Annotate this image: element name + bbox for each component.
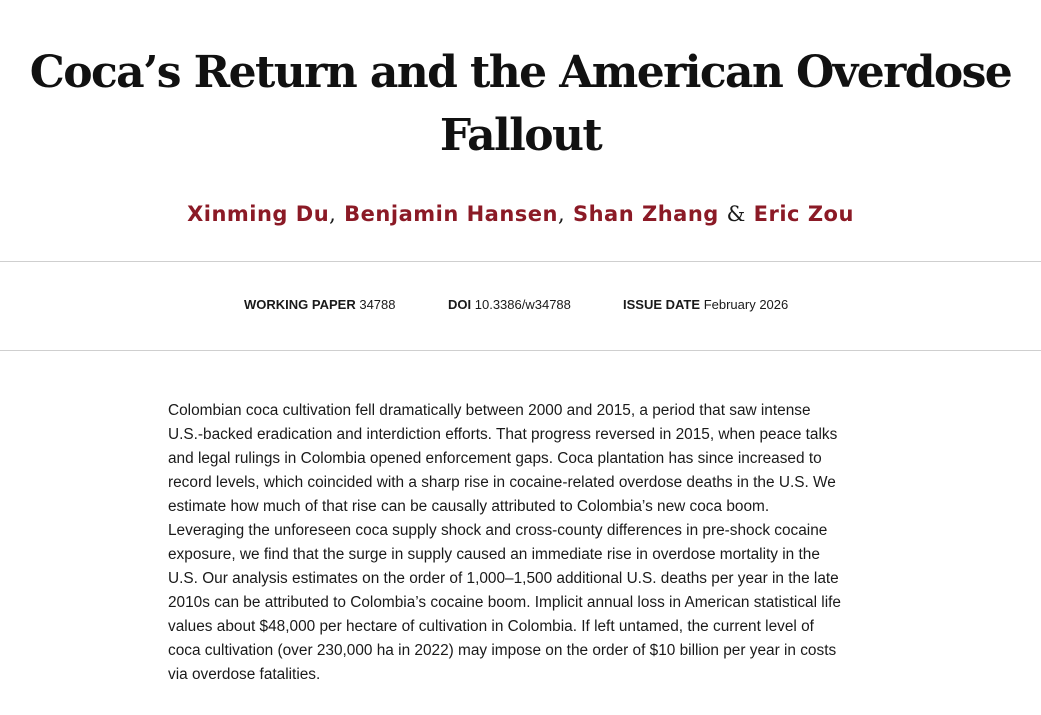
abstract-line: 2010s can be attributed to Colombia’s cocaine boom. Implicit annual loss in American statistical life — [168, 594, 841, 611]
abstract-line: values about $48,000 per hectare of cultivation in Colombia. If left untamed, the current level of — [168, 618, 814, 635]
working-paper-value: 34788 — [359, 297, 396, 312]
abstract-line: exposure, we find that the surge in supply caused an immediate rise in overdose mortality in the — [168, 546, 820, 563]
author-list — [0, 199, 1041, 229]
author-link-xinming-du[interactable]: Xinming Du — [187, 202, 330, 226]
abstract-line: record levels, which coincided with a sharp rise in cocaine-related overdose deaths in the U.S. We — [168, 474, 836, 491]
author-link-shan-zhang[interactable]: Shan Zhang — [572, 202, 719, 226]
title-line-2: Fallout — [439, 110, 602, 161]
issue-date — [623, 297, 788, 313]
page-title — [0, 41, 1041, 167]
divider-bottom — [0, 350, 1041, 351]
abstract-line: Colombian coca cultivation fell dramatically between 2000 and 2015, a period that saw intense — [168, 402, 811, 419]
author-separator-and: & — [726, 202, 746, 226]
abstract-line: Leveraging the unforeseen coca supply shock and cross-county differences in pre-shock cocaine — [168, 522, 828, 539]
abstract-line: via overdose fatalities. — [168, 666, 321, 683]
doi-value: 10.3386/w34788 — [474, 297, 571, 312]
doi — [448, 297, 571, 313]
title-line-1: Coca’s Return and the American Overdose — [29, 47, 1012, 98]
divider-top — [0, 261, 1041, 262]
abstract-text — [168, 399, 873, 687]
author-separator: , — [329, 202, 337, 226]
author-link-benjamin-hansen[interactable]: Benjamin Hansen — [344, 202, 558, 226]
abstract-line: and legal rulings in Colombia opened enforcement gaps. Coca plantation has since increased to — [168, 450, 822, 467]
author-separator: , — [557, 202, 566, 226]
author-link-eric-zou[interactable]: Eric Zou — [753, 202, 854, 226]
working-paper-label: WORKING PAPER — [244, 297, 356, 312]
working-paper-number — [244, 297, 396, 313]
abstract-line: estimate how much of that rise can be causally attributed to Colombia’s new coca boom. — [168, 498, 770, 515]
issue-date-label: ISSUE DATE — [623, 297, 701, 312]
doi-label: DOI — [448, 297, 472, 312]
abstract-line: U.S.-backed eradication and interdiction efforts. That progress reversed in 2015, when peace talks — [168, 426, 838, 443]
abstract-line: coca cultivation (over 230,000 ha in 2022) may impose on the order of $10 billion per year in costs — [168, 642, 837, 659]
abstract-line: U.S. Our analysis estimates on the order of 1,000–1,500 additional U.S. deaths per year in the late — [168, 570, 839, 587]
issue-date-value: February 2026 — [703, 297, 789, 312]
